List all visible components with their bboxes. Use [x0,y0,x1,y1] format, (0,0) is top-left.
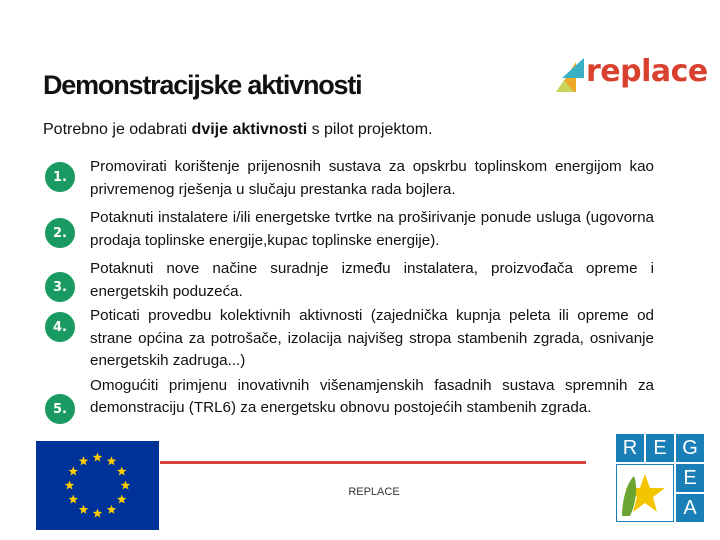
eu-star [69,495,79,504]
eu-star [69,467,79,476]
intro-before: Potrebno je odabrati [43,121,192,138]
eu-star [79,505,89,514]
regea-letter-a: A [676,494,704,522]
regea-letter-e2: E [676,464,704,492]
eu-star [121,481,131,490]
replace-logo-icon [554,54,588,96]
item-number-badge-5: 5. [45,394,75,424]
eu-flag-logo [36,441,159,530]
item-number-badge-4: 4. [45,312,75,342]
item-number-badge-2: 2. [45,218,75,248]
divider-line [160,461,586,464]
eu-star [117,495,127,504]
regea-letter-g: G [676,434,704,462]
eu-star [79,456,89,465]
eu-star [93,453,103,462]
activity-item-5: Omogućiti primjenu inovativnih višenamjenskih fasadnih sustava spremnih za demonstraciju (TRL6) za energetsku obnovu postojećih stambenih zgrada. [90,376,654,416]
eu-star [107,505,117,514]
eu-stars-icon [36,441,159,530]
footer-label: REPLACE [348,486,400,498]
activity-item-2: Potaknuti instalatere i/ili energetske tvrtke na proširivanje ponude usluga (ugovorna prodaja toplinske energije,kupac toplinske energije). [90,209,654,249]
regea-letter-e1: E [646,434,674,462]
eu-star [107,456,117,465]
regea-emblem-icon [616,464,674,522]
replace-logo-wordmark: replace [586,54,708,89]
slide-title: Demonstracijske aktivnosti [43,70,362,100]
intro-bold: dvije aktivnosti [191,121,308,138]
regea-letter-r: R [616,434,644,462]
activity-item-1: Promovirati korištenje prijenosnih sustava za opskrbu toplinskom energijom kao privremenog rješenja u slučaju prestanka rada bojlera. [90,158,654,198]
item-number-badge-1: 1. [45,162,75,192]
intro-after: s pilot projektom. [307,121,433,138]
eu-star [65,481,75,490]
eu-star [117,467,127,476]
replace-logo [554,52,708,96]
activity-item-3: Potaknuti nove načine suradnje između instalatera, proizvođača opreme i energetskih poduzeća. [90,260,654,300]
intro-text [43,121,433,139]
activity-list [90,156,654,426]
activity-item-4: Poticati provedbu kolektivnih aktivnosti (zajednička kupnja peleta ili opreme od strane općina za potrošače, izolacija najvišeg stropa stambenih zgrada, osnivanje energetskih zadruga...) [90,307,654,369]
item-number-badge-3: 3. [45,272,75,302]
eu-star [93,509,103,518]
regea-logo [612,432,708,524]
